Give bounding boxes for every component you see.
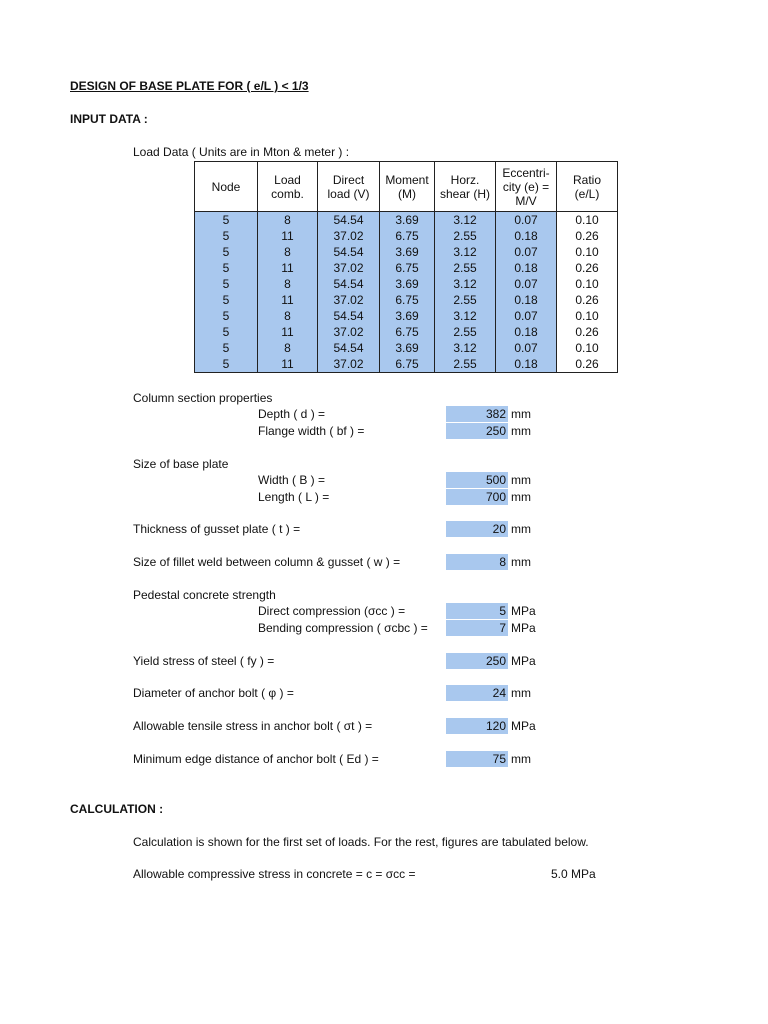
table-cell[interactable]: 0.07 bbox=[496, 212, 557, 229]
bolt-diameter-label: Diameter of anchor bolt ( φ ) = bbox=[133, 686, 294, 700]
tensile-stress-label: Allowable tensile stress in anchor bolt ( σt ) = bbox=[133, 719, 373, 733]
table-cell[interactable]: 37.02 bbox=[318, 324, 380, 340]
table-cell[interactable]: 8 bbox=[258, 340, 318, 356]
table-cell[interactable]: 0.18 bbox=[496, 356, 557, 373]
table-row bbox=[195, 356, 618, 373]
edge-distance-unit: mm bbox=[511, 752, 531, 766]
table-cell[interactable]: 3.69 bbox=[380, 244, 435, 260]
table-row bbox=[195, 276, 618, 292]
table-cell: 0.10 bbox=[557, 212, 618, 229]
table-row bbox=[195, 228, 618, 244]
width-label: Width ( B ) = bbox=[258, 473, 326, 487]
table-cell: 0.10 bbox=[557, 308, 618, 324]
length-unit: mm bbox=[511, 490, 531, 504]
table-cell[interactable]: 54.54 bbox=[318, 212, 380, 229]
weld-value[interactable]: 8 bbox=[446, 554, 508, 570]
direct-compression-value[interactable]: 5 bbox=[446, 603, 508, 619]
table-cell[interactable]: 11 bbox=[258, 292, 318, 308]
column-section-heading: Column section properties bbox=[133, 391, 273, 405]
table-cell[interactable]: 5 bbox=[195, 292, 258, 308]
table-cell: 0.26 bbox=[557, 260, 618, 276]
table-cell[interactable]: 5 bbox=[195, 276, 258, 292]
yield-value[interactable]: 250 bbox=[446, 653, 508, 669]
page-title: DESIGN OF BASE PLATE FOR ( e/L ) < 1/3 bbox=[70, 79, 309, 93]
table-cell[interactable]: 2.55 bbox=[435, 324, 496, 340]
table-cell[interactable]: 6.75 bbox=[380, 260, 435, 276]
direct-compression-unit: MPa bbox=[511, 604, 536, 618]
flange-unit: mm bbox=[511, 424, 531, 438]
table-cell[interactable]: 5 bbox=[195, 212, 258, 229]
header-horz-shear: Horz. shear (H) bbox=[435, 162, 496, 212]
table-cell[interactable]: 3.69 bbox=[380, 340, 435, 356]
table-cell[interactable]: 6.75 bbox=[380, 356, 435, 373]
table-row bbox=[195, 212, 618, 229]
table-cell: 0.10 bbox=[557, 244, 618, 260]
table-cell[interactable]: 3.12 bbox=[435, 340, 496, 356]
table-row bbox=[195, 244, 618, 260]
table-cell[interactable]: 8 bbox=[258, 212, 318, 229]
pedestal-heading: Pedestal concrete strength bbox=[133, 588, 276, 602]
table-cell[interactable]: 5 bbox=[195, 244, 258, 260]
table-cell[interactable]: 8 bbox=[258, 244, 318, 260]
table-cell[interactable]: 37.02 bbox=[318, 228, 380, 244]
table-cell[interactable]: 54.54 bbox=[318, 308, 380, 324]
table-cell[interactable]: 5 bbox=[195, 228, 258, 244]
edge-distance-label: Minimum edge distance of anchor bolt ( Ed ) = bbox=[133, 752, 379, 766]
yield-unit: MPa bbox=[511, 654, 536, 668]
table-cell[interactable]: 0.07 bbox=[496, 244, 557, 260]
gusset-value[interactable]: 20 bbox=[446, 521, 508, 537]
table-cell[interactable]: 2.55 bbox=[435, 228, 496, 244]
bending-compression-label: Bending compression ( σcbc ) = bbox=[258, 621, 428, 635]
table-cell[interactable]: 6.75 bbox=[380, 228, 435, 244]
direct-compression-label: Direct compression (σcc ) = bbox=[258, 604, 406, 618]
table-cell[interactable]: 3.12 bbox=[435, 276, 496, 292]
table-cell[interactable]: 2.55 bbox=[435, 356, 496, 373]
gusset-label: Thickness of gusset plate ( t ) = bbox=[133, 522, 301, 536]
yield-label: Yield stress of steel ( fy ) = bbox=[133, 654, 275, 668]
depth-value[interactable]: 382 bbox=[446, 406, 508, 422]
table-cell[interactable]: 5 bbox=[195, 324, 258, 340]
table-cell[interactable]: 5 bbox=[195, 340, 258, 356]
header-load-comb: Load comb. bbox=[258, 162, 318, 212]
table-cell[interactable]: 37.02 bbox=[318, 356, 380, 373]
width-value[interactable]: 500 bbox=[446, 472, 508, 488]
flange-value[interactable]: 250 bbox=[446, 423, 508, 439]
table-row bbox=[195, 308, 618, 324]
table-cell: 0.26 bbox=[557, 292, 618, 308]
base-plate-heading: Size of base plate bbox=[133, 457, 229, 471]
edge-distance-value[interactable]: 75 bbox=[446, 751, 508, 767]
table-cell[interactable]: 3.12 bbox=[435, 308, 496, 324]
load-data-table bbox=[194, 161, 618, 373]
table-cell[interactable]: 6.75 bbox=[380, 292, 435, 308]
table-cell[interactable]: 54.54 bbox=[318, 340, 380, 356]
load-data-label: Load Data ( Units are in Mton & meter ) : bbox=[133, 145, 350, 159]
weld-unit: mm bbox=[511, 555, 531, 569]
bending-compression-unit: MPa bbox=[511, 621, 536, 635]
table-cell[interactable]: 0.07 bbox=[496, 276, 557, 292]
table-cell[interactable]: 11 bbox=[258, 228, 318, 244]
table-cell[interactable]: 37.02 bbox=[318, 292, 380, 308]
allowable-stress-value: 5.0 MPa bbox=[551, 867, 596, 881]
table-cell: 0.10 bbox=[557, 340, 618, 356]
table-cell[interactable]: 11 bbox=[258, 356, 318, 373]
table-row bbox=[195, 292, 618, 308]
table-cell[interactable]: 8 bbox=[258, 276, 318, 292]
table-cell[interactable]: 3.12 bbox=[435, 244, 496, 260]
table-cell[interactable]: 8 bbox=[258, 308, 318, 324]
length-value[interactable]: 700 bbox=[446, 489, 508, 505]
depth-label: Depth ( d ) = bbox=[258, 407, 326, 421]
table-cell[interactable]: 3.12 bbox=[435, 212, 496, 229]
table-cell[interactable]: 11 bbox=[258, 260, 318, 276]
table-cell[interactable]: 0.18 bbox=[496, 292, 557, 308]
table-cell[interactable]: 3.69 bbox=[380, 212, 435, 229]
header-ratio: Ratio (e/L) bbox=[557, 162, 618, 212]
table-row bbox=[195, 324, 618, 340]
table-cell: 0.26 bbox=[557, 228, 618, 244]
width-unit: mm bbox=[511, 473, 531, 487]
table-row bbox=[195, 340, 618, 356]
table-cell[interactable]: 2.55 bbox=[435, 260, 496, 276]
table-cell[interactable]: 11 bbox=[258, 324, 318, 340]
header-moment: Moment (M) bbox=[380, 162, 435, 212]
bending-compression-value[interactable]: 7 bbox=[446, 620, 508, 636]
header-eccentricity: Eccentri-city (e) = M/V bbox=[496, 162, 557, 212]
tensile-stress-value[interactable]: 120 bbox=[446, 718, 508, 734]
table-row bbox=[195, 260, 618, 276]
header-node: Node bbox=[195, 162, 258, 212]
table-cell[interactable]: 0.18 bbox=[496, 324, 557, 340]
flange-label: Flange width ( bf ) = bbox=[258, 424, 365, 438]
table-cell: 0.26 bbox=[557, 356, 618, 373]
table-cell[interactable]: 54.54 bbox=[318, 244, 380, 260]
depth-unit: mm bbox=[511, 407, 531, 421]
bolt-diameter-unit: mm bbox=[511, 686, 531, 700]
table-cell[interactable]: 54.54 bbox=[318, 276, 380, 292]
calculation-heading: CALCULATION : bbox=[70, 802, 164, 816]
header-direct-load: Direct load (V) bbox=[318, 162, 380, 212]
table-cell[interactable]: 5 bbox=[195, 308, 258, 324]
table-cell[interactable]: 2.55 bbox=[435, 292, 496, 308]
table-header-row bbox=[195, 162, 618, 212]
length-label: Length ( L ) = bbox=[258, 490, 330, 504]
input-data-heading: INPUT DATA : bbox=[70, 112, 148, 126]
table-cell: 0.26 bbox=[557, 324, 618, 340]
table-cell[interactable]: 37.02 bbox=[318, 260, 380, 276]
tensile-stress-unit: MPa bbox=[511, 719, 536, 733]
table-cell: 0.10 bbox=[557, 276, 618, 292]
table-cell[interactable]: 6.75 bbox=[380, 324, 435, 340]
allowable-stress-label: Allowable compressive stress in concrete = c = σcc = bbox=[133, 867, 416, 881]
table-cell[interactable]: 3.69 bbox=[380, 276, 435, 292]
table-cell[interactable]: 0.07 bbox=[496, 308, 557, 324]
table-body bbox=[195, 212, 618, 373]
bolt-diameter-value[interactable]: 24 bbox=[446, 685, 508, 701]
table-cell[interactable]: 5 bbox=[195, 356, 258, 373]
table-cell[interactable]: 0.18 bbox=[496, 260, 557, 276]
weld-label: Size of fillet weld between column & gusset ( w ) = bbox=[133, 555, 401, 569]
table-cell[interactable]: 3.69 bbox=[380, 308, 435, 324]
gusset-unit: mm bbox=[511, 522, 531, 536]
table-cell[interactable]: 5 bbox=[195, 260, 258, 276]
calculation-note: Calculation is shown for the first set of loads. For the rest, figures are tabulated below. bbox=[133, 835, 589, 849]
table-cell[interactable]: 0.07 bbox=[496, 340, 557, 356]
table-cell[interactable]: 0.18 bbox=[496, 228, 557, 244]
